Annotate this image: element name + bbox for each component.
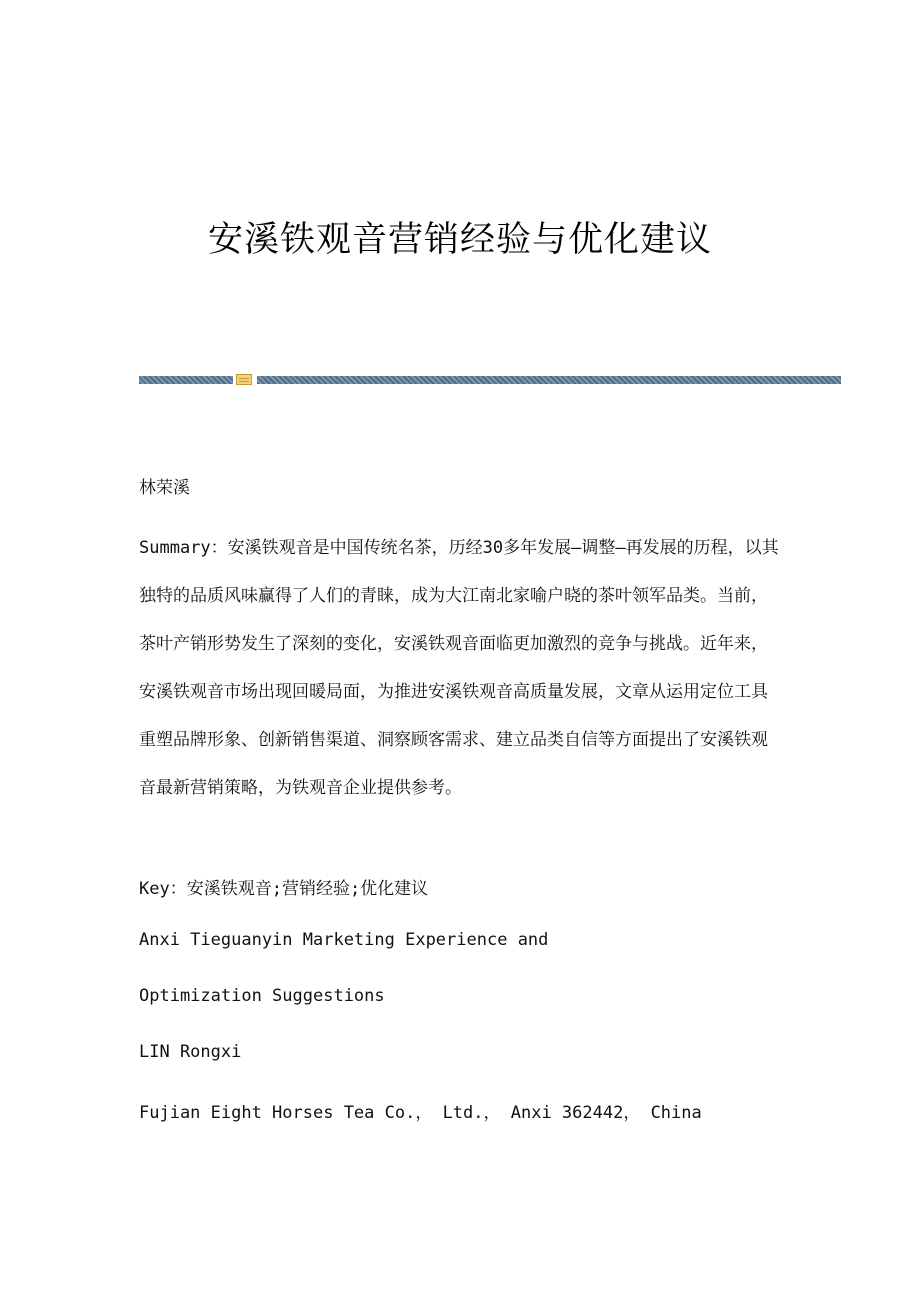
divider-bar-left — [139, 376, 233, 384]
abstract-paragraph: Summary：安溪铁观音是中国传统名茶，历经30多年发展—调整—再发展的历程，以其独特的品质风味赢得了人们的青睐，成为大江南北家喻户晓的茶叶领军品类。当前，茶叶产销形势发生了深刻的变化，安溪铁观音面临更加激烈的竞争与挑战。近年来，安溪铁观音市场出现回暖局面，为推进安溪铁观音高质量发展，文章从运用定位工具重塑品牌形象、创新销售渠道、洞察顾客需求、建立品类自信等方面提出了安溪铁观音最新营销策略，为铁观音企业提供参考。 — [139, 538, 779, 798]
english-title-line-1: Anxi Tieguanyin Marketing Experience and — [139, 930, 549, 950]
decorative-divider — [139, 374, 841, 386]
paper-title: 安溪铁观音营销经验与优化建议 — [207, 220, 712, 260]
keywords-line: Key：安溪铁观音;营销经验;优化建议 — [139, 879, 429, 899]
english-title-line-2: Optimization Suggestions — [139, 986, 385, 1006]
envelope-icon — [236, 374, 252, 385]
divider-bar-right — [257, 376, 841, 384]
author-name: 林荣溪 — [139, 478, 190, 498]
affiliation-line: Fujian Eight Horses Tea Co.， Ltd.， Anxi 362442， China — [139, 1103, 702, 1123]
english-author: LIN Rongxi — [139, 1042, 242, 1062]
